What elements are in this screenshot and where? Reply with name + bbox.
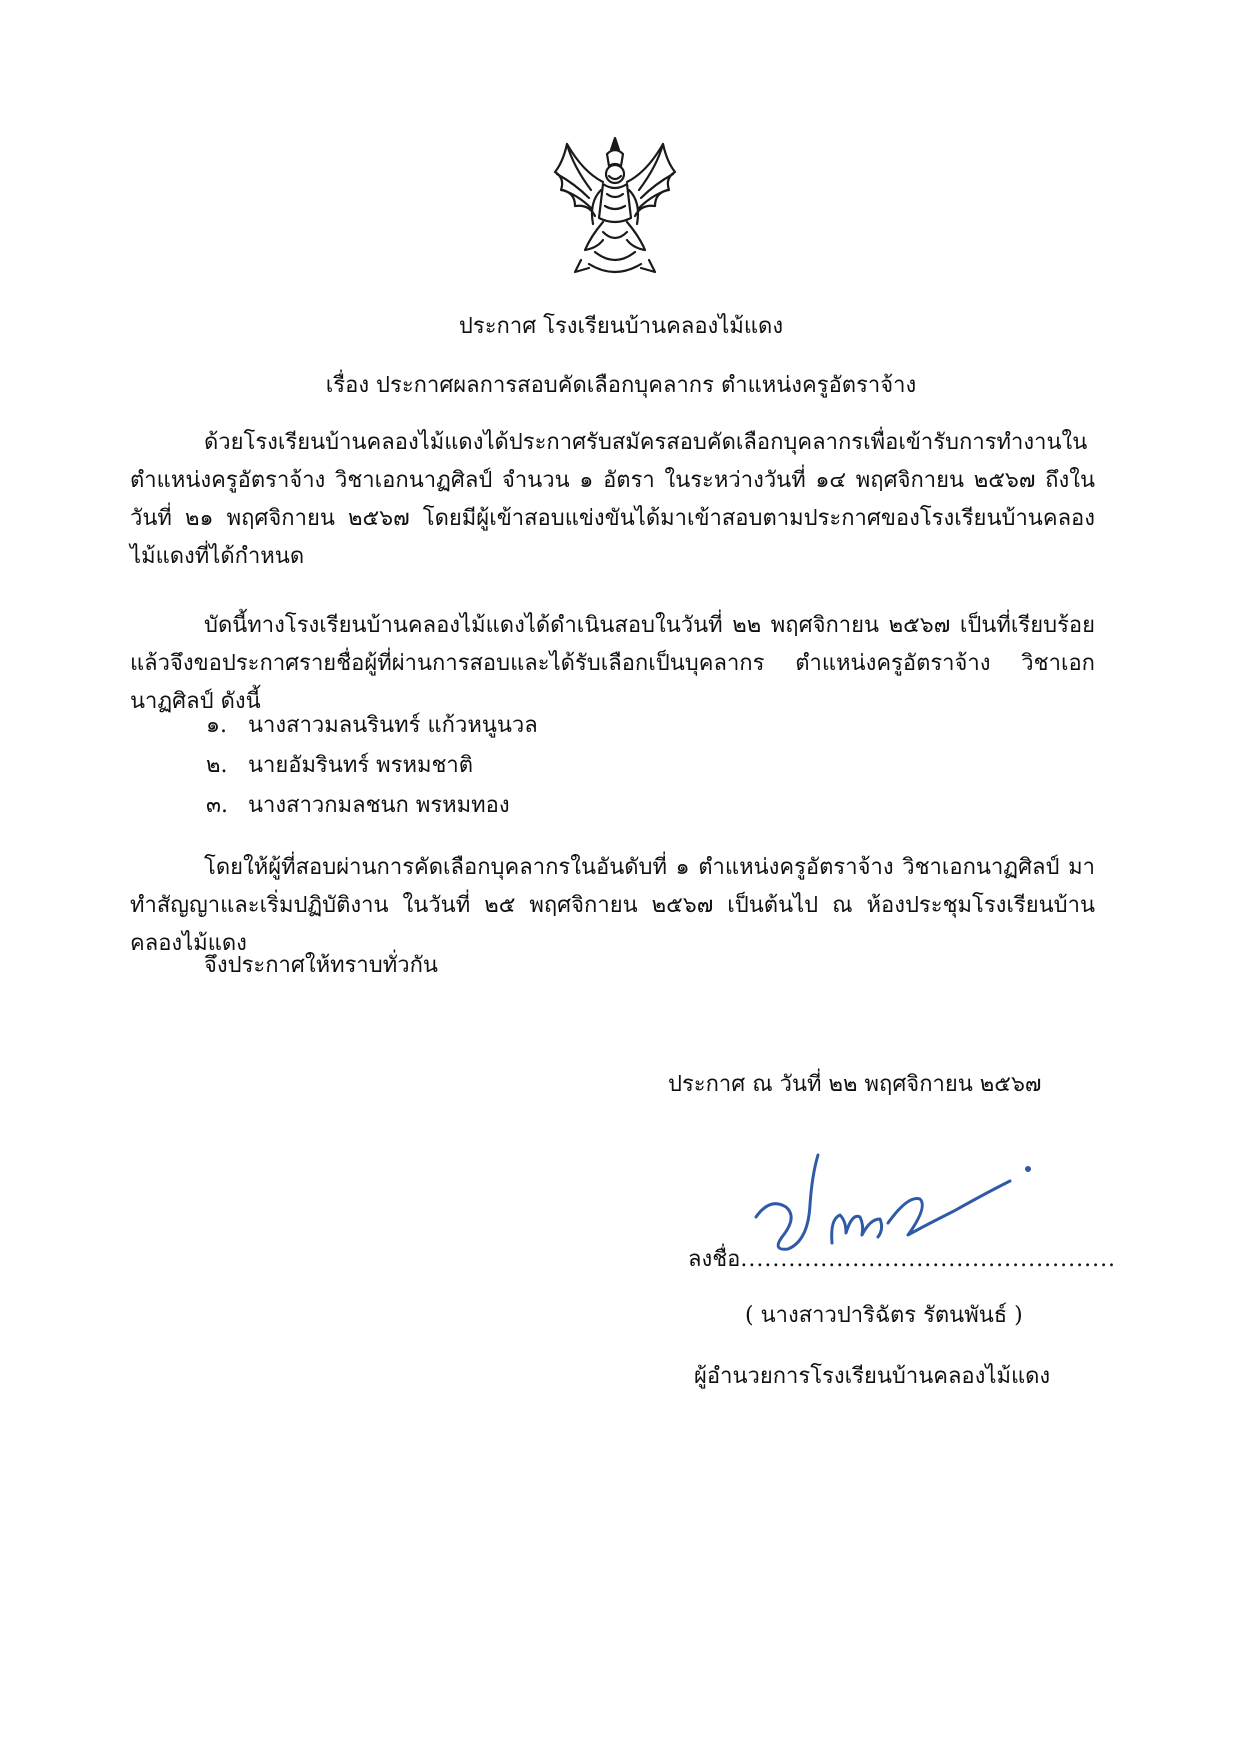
candidate-name: นางสาวกมลชนก พรหมทอง — [248, 793, 510, 818]
candidate-name: นางสาวมลนรินทร์ แก้วหนูนวล — [248, 713, 538, 738]
list-item-number: ๑. — [206, 713, 227, 738]
paragraph-contract: โดยให้ผู้ที่สอบผ่านการคัดเลือกบุคลากรในอันดับที่ ๑ ตำแหน่งครูอัตราจ้าง วิชาเอกนาฏศิลป์ มาทำสัญญาและเริ่มปฏิบัติงาน ในวันที่ ๒๕ พฤศจิกายน ๒๕๖๗ เป็นต้นไป ณ ห้องประชุมโรงเรียนบ้านคลองไม้แดง — [130, 855, 1095, 956]
signature-label: ลงชื่อ — [688, 1247, 741, 1272]
list-item-number: ๓. — [206, 793, 229, 818]
paragraph-result: บัดนี้ทางโรงเรียนบ้านคลองไม้แดงได้ดำเนินสอบในวันที่ ๒๒ พฤศจิกายน ๒๕๖๗ เป็นที่เรียบร้อยแล้วจึงขอประกาศรายชื่อผู้ที่ผ่านการสอบและได้รับเลือกเป็นบุคลากร ตำแหน่งครูอัตราจ้าง วิชาเอกนาฏศิลป์ ดังนี้ — [130, 613, 1095, 714]
signature-dots: ............................................... — [740, 1247, 1117, 1272]
list-item — [206, 786, 538, 826]
paragraph-intro: ด้วยโรงเรียนบ้านคลองไม้แดงได้ประกาศรับสมัครสอบคัดเลือกบุคลากรเพื่อเข้ารับการทำงานในตำแหน่งครูอัตราจ้าง วิชาเอกนาฏศิลป์ จำนวน ๑ อัตรา ในระหว่างวันที่ ๑๔ พฤศจิกายน ๒๕๖๗ ถึงในวันที่ ๒๑ พฤศจิกายน ๒๕๖๗ โดยมีผู้เข้าสอบแข่งขันได้มาเข้าสอบตามประกาศของโรงเรียนบ้านคลองไม้แดงที่ได้กำหนด — [130, 430, 1095, 569]
announcement-title: ประกาศ โรงเรียนบ้านคลองไม้แดง — [458, 314, 784, 339]
handwritten-signature — [748, 1145, 1034, 1257]
list-item — [206, 746, 538, 786]
candidate-name: นายอัมรินทร์ พรหมชาติ — [248, 753, 474, 778]
list-item — [206, 706, 538, 746]
candidate-list — [206, 706, 538, 826]
signer-name: ( นางสาวปาริฉัตร รัตนพันธ์ ) — [745, 1303, 1023, 1328]
signer-title: ผู้อำนวยการโรงเรียนบ้านคลองไม้แดง — [694, 1364, 1051, 1389]
garuda-emblem-icon — [545, 132, 685, 282]
announcement-subject: เรื่อง ประกาศผลการสอบคัดเลือกบุคลากร ตำแหน่งครูอัตราจ้าง — [325, 373, 917, 398]
signature-line — [688, 1245, 1116, 1275]
announcement-date: ประกาศ ณ วันที่ ๒๒ พฤศจิกายน ๒๕๖๗ — [668, 1072, 1042, 1097]
paragraph-closing: จึงประกาศให้ทราบทั่วกัน — [204, 953, 438, 978]
list-item-number: ๒. — [206, 753, 228, 778]
